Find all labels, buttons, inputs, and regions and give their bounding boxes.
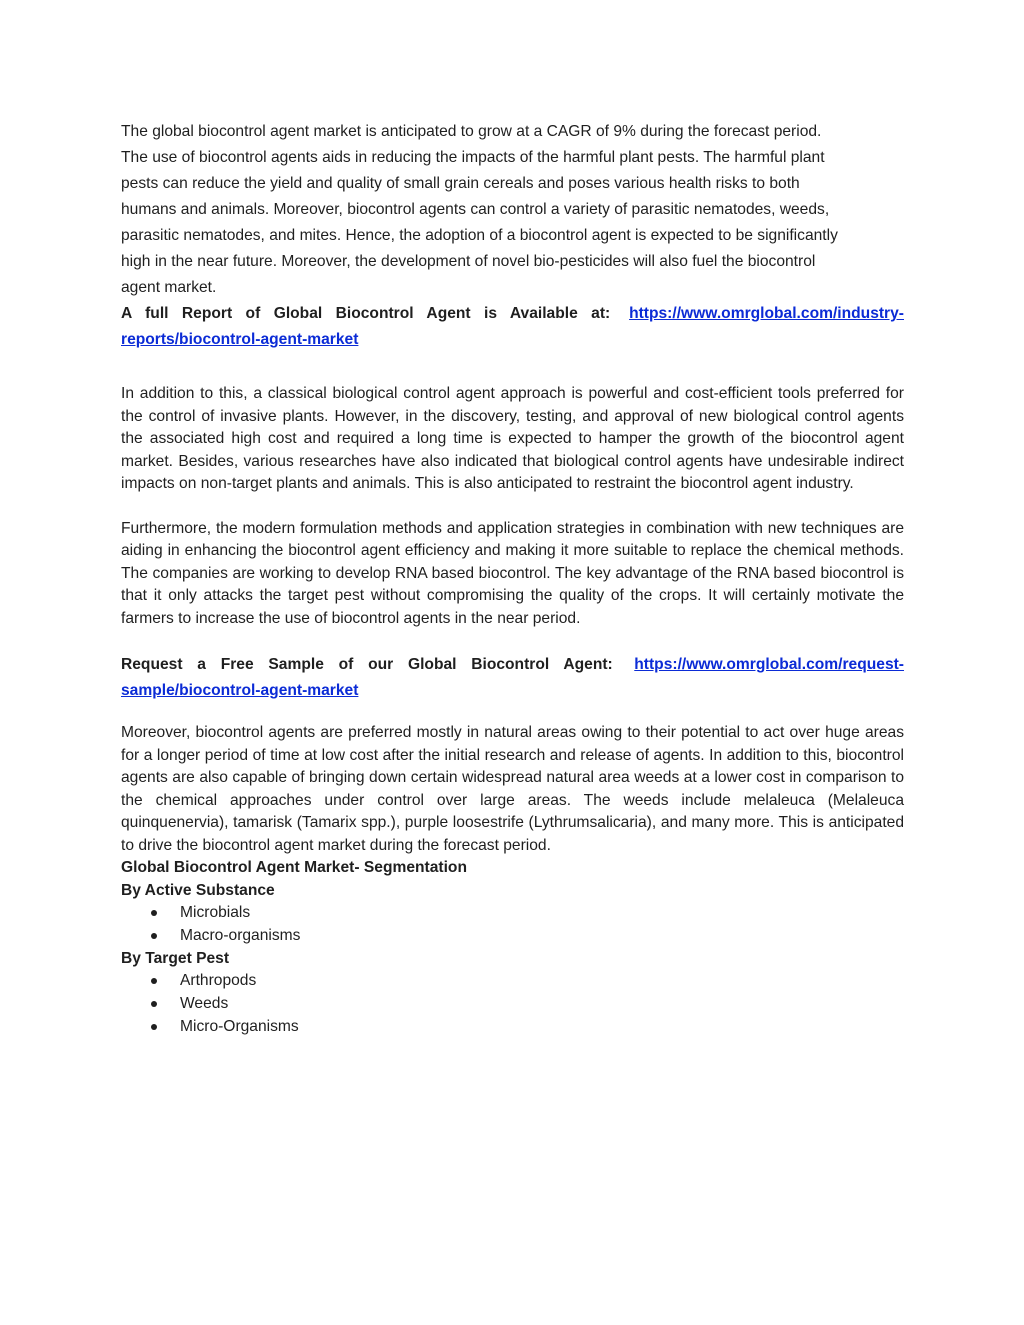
list-item-label: Weeds (180, 994, 229, 1012)
intro-line: agent market. (121, 279, 217, 296)
bullet-icon (151, 1001, 157, 1007)
intro-line: The global biocontrol agent market is anticipated to grow at a CAGR of 9% during the forecast period. (121, 123, 822, 140)
paragraph-3: Furthermore, the modern formulation methods and application strategies in combination with new techniques are aiding in enhancing the biocontrol agent efficiency and making it more suitable to replace the chemical methods. The companies are working to develop RNA based biocontrol. The key advantage of the RNA based biocontrol is that it only attacks the target pest without compromising the quality of the crops. It will certainly motivate the farmers to increase the use of biocontrol agents in the near period. (121, 519, 904, 627)
report-link-lead: A full Report of Global Biocontrol Agent is Available at: (121, 305, 611, 322)
paragraph-4: Moreover, biocontrol agents are preferred mostly in natural areas owing to their potential to act over huge areas for a longer period of time at low cost after the initial research and release of agents. In addition to this, biocontrol agents are also capable of bringing down certain widespread natural area weeds at a lower cost in comparison to the chemical approaches under control over large areas. The weeds include melaleuca (Melaleuca quinquenervia), tamarisk (Tamarix spp.), purple loosestrife (Lythrumsalicaria), and many more. This is anticipated to drive the biocontrol agent market during the forecast period. (121, 724, 904, 854)
intro-paragraph (121, 119, 904, 301)
list-item (121, 925, 904, 948)
sample-link[interactable]: https://www.omrglobal.com/request-sample/biocontrol-agent-market (121, 656, 904, 699)
intro-line: high in the near future. Moreover, the development of novel bio-pesticides will also fuel the biocontrol (121, 253, 816, 270)
intro-line: The use of biocontrol agents aids in reducing the impacts of the harmful plant pests. The harmful plant (121, 149, 825, 166)
list-item (121, 902, 904, 925)
bullet-icon (151, 910, 157, 916)
sample-link-row (121, 652, 904, 704)
list-item (121, 970, 904, 993)
segmentation-heading: Global Biocontrol Agent Market- Segmentation (121, 859, 467, 876)
list-item (121, 1016, 904, 1039)
report-link[interactable]: https://www.omrglobal.com/industry-reports/biocontrol-agent-market (121, 305, 904, 348)
target-pest-heading: By Target Pest (121, 949, 230, 967)
active-substance-heading: By Active Substance (121, 881, 275, 899)
intro-line: parasitic nematodes, and mites. Hence, the adoption of a biocontrol agent is expected to be significantly (121, 227, 838, 244)
document-page (121, 119, 904, 1038)
list-item-label: Microbials (180, 904, 251, 921)
sample-link-lead: Request a Free Sample of our Global Biocontrol Agent: (121, 656, 613, 673)
list-item-label: Macro-organisms (180, 926, 301, 944)
list-item (121, 993, 904, 1016)
intro-line: pests can reduce the yield and quality of small grain cereals and poses various health risks to both (121, 175, 800, 192)
active-substance-list (121, 902, 904, 948)
paragraph-2: In addition to this, a classical biological control agent approach is powerful and cost-efficient tools preferred for the control of invasive plants. However, in the discovery, testing, and approval of new biological control agents the associated high cost and required a long time is expected to hamper the growth of the biocontrol agent market. Besides, various researches have also indicated that biological control agents have undesirable indirect impacts on non-target plants and animals. This is also anticipated to restraint the biocontrol agent industry. (121, 385, 904, 492)
list-item-label: Micro-Organisms (180, 1017, 299, 1035)
list-item-label: Arthropods (180, 972, 257, 990)
bullet-icon (151, 933, 157, 939)
target-pest-list (121, 970, 904, 1038)
intro-line: humans and animals. Moreover, biocontrol agents can control a variety of parasitic nematodes, weeds, (121, 201, 830, 218)
bullet-icon (151, 1024, 157, 1030)
bullet-icon (151, 978, 157, 984)
report-link-row (121, 301, 904, 353)
